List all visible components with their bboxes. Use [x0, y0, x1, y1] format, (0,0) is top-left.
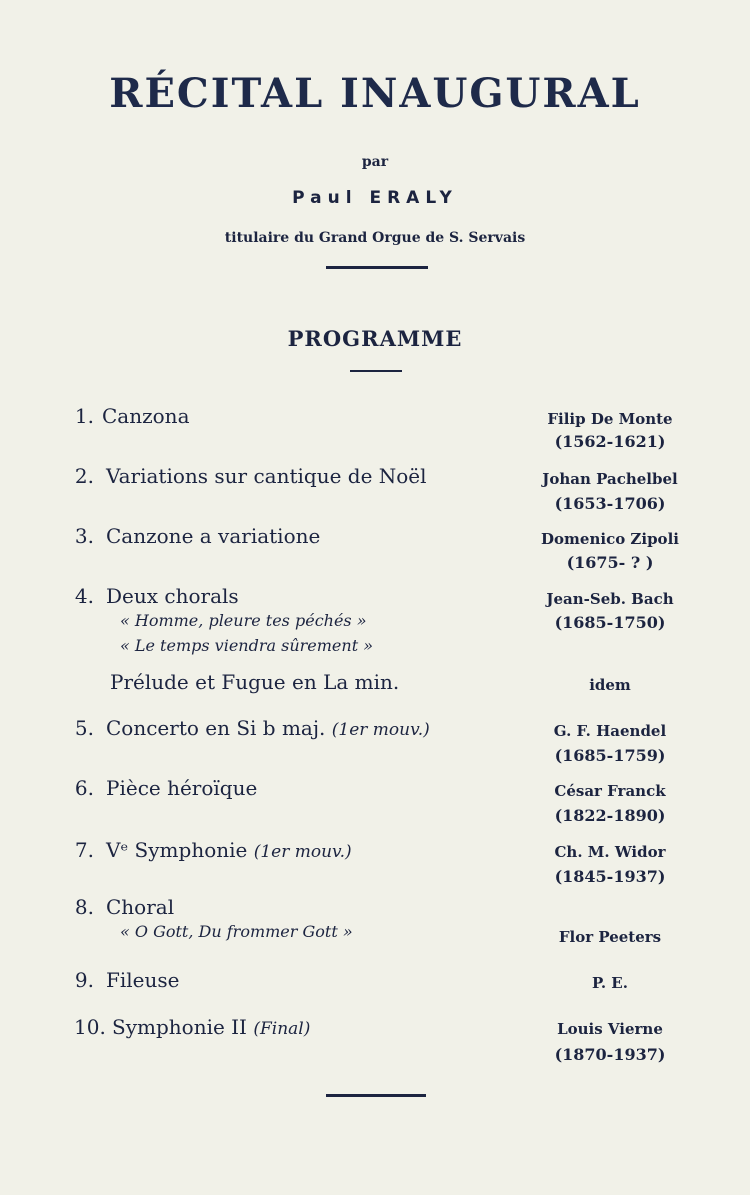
- item-number: 1.: [74, 404, 94, 428]
- composer-name: Flor Peeters: [558, 928, 662, 946]
- work-subtitle: « O Gott, Du frommer Gott »: [120, 922, 353, 941]
- work-title: Fileuse: [106, 968, 180, 992]
- item-number: 9.: [74, 968, 94, 992]
- composer-name: Ch. M. Widor: [554, 843, 666, 861]
- divider-top: [326, 266, 428, 269]
- composer-name: G. F. Haendel: [553, 722, 667, 740]
- work-note: (Final): [253, 1019, 311, 1039]
- composer-dates: (1685-1750): [554, 613, 666, 632]
- work-title: Pièce héroïque: [106, 776, 258, 800]
- work-title-text: Symphonie II: [112, 1015, 247, 1039]
- item-number: 7.: [74, 838, 94, 862]
- divider-bottom: [326, 1094, 426, 1097]
- work-title: Prélude et Fugue en La min.: [110, 670, 400, 694]
- work-note: (1er mouv.): [331, 720, 430, 740]
- work-title: Variations sur cantique de Noël: [106, 464, 427, 488]
- work-title: [106, 716, 430, 740]
- work-title: Choral: [106, 895, 175, 919]
- par-label: par: [361, 154, 389, 170]
- composer-dates: (1822-1890): [554, 806, 666, 825]
- item-number: 8.: [74, 895, 94, 919]
- composer-dates: (1870-1937): [554, 1045, 666, 1064]
- work-title: Canzone a variatione: [106, 524, 321, 548]
- item-number: 5.: [74, 716, 94, 740]
- composer-name: Filip De Monte: [547, 410, 673, 428]
- composer-name: César Franck: [554, 782, 666, 800]
- work-title: Deux chorals: [106, 584, 239, 608]
- composer-name: idem: [589, 676, 631, 694]
- programme-heading: PROGRAMME: [287, 326, 463, 351]
- composer-name: Louis Vierne: [557, 1020, 663, 1038]
- composer-dates: (1845-1937): [554, 867, 666, 886]
- item-number: 3.: [74, 524, 94, 548]
- work-title-text: Vᵉ Symphonie: [106, 838, 248, 862]
- composer-dates: (1562-1621): [554, 432, 666, 451]
- work-subtitle: « Homme, pleure tes péchés »: [120, 611, 367, 630]
- work-title: [112, 1015, 310, 1039]
- performer-name: Paul ERALY: [292, 188, 458, 208]
- item-number: 10.: [74, 1015, 106, 1039]
- item-number: 4.: [74, 584, 94, 608]
- composer-name: Domenico Zipoli: [541, 530, 679, 548]
- item-number: 6.: [74, 776, 94, 800]
- page-title: RÉCITAL INAUGURAL: [109, 70, 641, 117]
- work-title: Canzona: [102, 404, 190, 428]
- composer-name: P. E.: [592, 974, 628, 992]
- composer-name: Jean-Seb. Bach: [546, 590, 674, 608]
- work-title: [106, 838, 352, 862]
- work-title-text: Concerto en Si b maj.: [106, 716, 326, 740]
- composer-name: Johan Pachelbel: [542, 470, 678, 488]
- composer-dates: (1685-1759): [554, 746, 666, 765]
- item-number: 2.: [74, 464, 94, 488]
- divider-heading: [350, 370, 402, 372]
- work-note: (1er mouv.): [253, 842, 352, 862]
- performer-title: titulaire du Grand Orgue de S. Servais: [224, 230, 526, 246]
- work-subtitle: « Le temps viendra sûrement »: [120, 636, 373, 655]
- composer-dates: (1675- ? ): [566, 553, 654, 572]
- composer-dates: (1653-1706): [554, 494, 666, 513]
